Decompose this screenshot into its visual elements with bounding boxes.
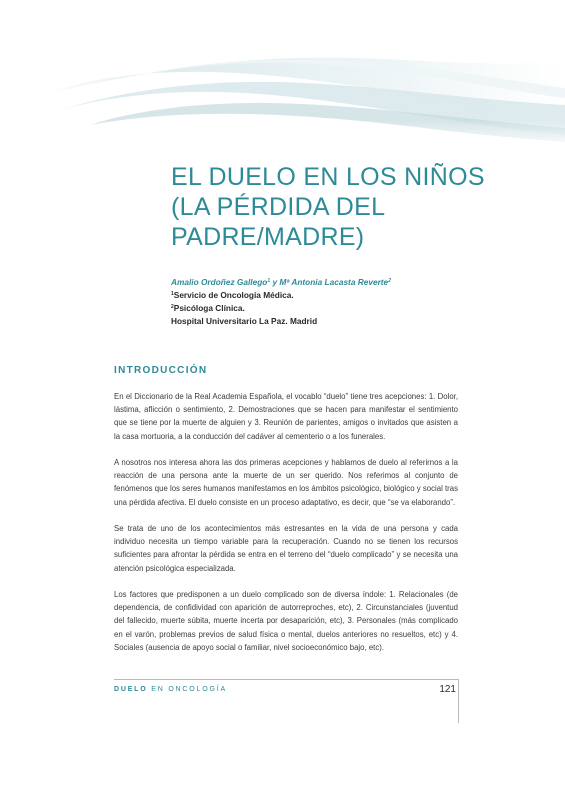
affiliation-superscript: 1	[171, 291, 174, 297]
paragraph: A nosotros nos interesa ahora las dos primeras acepciones y hablamos de duelo al referirnos a la reacción de una persona ante la muerte de un ser querido. Nos referimos al conjunto de fenómenos que los seres humanos manifestamos en los ámbitos psicológico, biológico y social tras una pérdida afectiva. El duelo consiste en un proceso adaptativo, es decir, que “se va elaborando”.	[114, 458, 458, 507]
paragraph: Los factores que predisponen a un duelo complicado son de diversa índole: 1. Relacionales (de dependencia, de confidividad con aparición de autorreproches, etc), 2. Circunstanciales (juventud del fallecido, muerte súbita, muerte incerta por desaparición, etc), 3. Personales (más complicado en el varón, problemas previos de salud física o mental, duelos anteriores no resueltos, etc) y 4. Sociales (ausencia de apoyo social o familiar, nivel socioeconómico bajo, etc).	[114, 590, 458, 652]
title-line: (LA PÉRDIDA DEL	[171, 193, 386, 221]
author-line	[171, 276, 531, 289]
paragraph: En el Diccionario de la Real Academia Española, el vocablo “duelo” tiene tres acepciones: 1. Dolor, lástima, aflicción o sentimiento, 2. Demostraciones que se hacen para manifestar el sentimiento que se tiene por la muerte de alguien y 3. Reunión de parientes, amigos o invitados que asisten a la casa mortuoria, a la conducción del cadáver al cementerio o a los funerales.	[114, 392, 458, 441]
author-name: Amalio Ordoñez Gallego	[171, 277, 268, 287]
footer-label-rest: EN ONCOLOGÍA	[147, 686, 227, 693]
footer-label-bold: DUELO	[114, 686, 148, 693]
article-title	[171, 162, 531, 252]
affiliation-text: Hospital Universitario La Paz. Madrid	[171, 316, 318, 326]
affiliation-text: Psicóloga Clínica.	[173, 303, 245, 313]
body-text	[114, 390, 458, 667]
affiliation-line	[171, 289, 531, 302]
footer-divider	[114, 679, 458, 680]
section-heading: INTRODUCCIÓN	[114, 365, 208, 376]
author-block	[171, 276, 531, 328]
affiliation-text: Servicio de Oncología Médica.	[173, 290, 294, 300]
author-superscript: 2	[388, 278, 391, 284]
paragraph: Se trata de uno de los acontecimientos más estresantes en la vida de una persona y cada individuo necesita un tiempo variable para la recuperación. Cuando no se tienen los recursos suficientes para afrontar la pérdida se entra en el terreno del “duelo complicado” y se necesita una atención psicológica especializada.	[114, 524, 458, 573]
title-line: PADRE/MADRE)	[171, 223, 365, 251]
affiliation-line	[171, 315, 531, 328]
affiliation-line	[171, 302, 531, 315]
affiliation-superscript: 2	[171, 304, 174, 310]
page-number: 121	[439, 684, 456, 695]
footer-vertical-divider	[458, 679, 459, 723]
header-banner	[0, 0, 565, 150]
author-name: y Mª Antonia Lacasta Reverte	[270, 277, 389, 287]
running-footer	[114, 686, 227, 693]
title-line: EL DUELO EN LOS NIÑOS	[171, 163, 485, 191]
author-superscript: 1	[267, 278, 271, 284]
